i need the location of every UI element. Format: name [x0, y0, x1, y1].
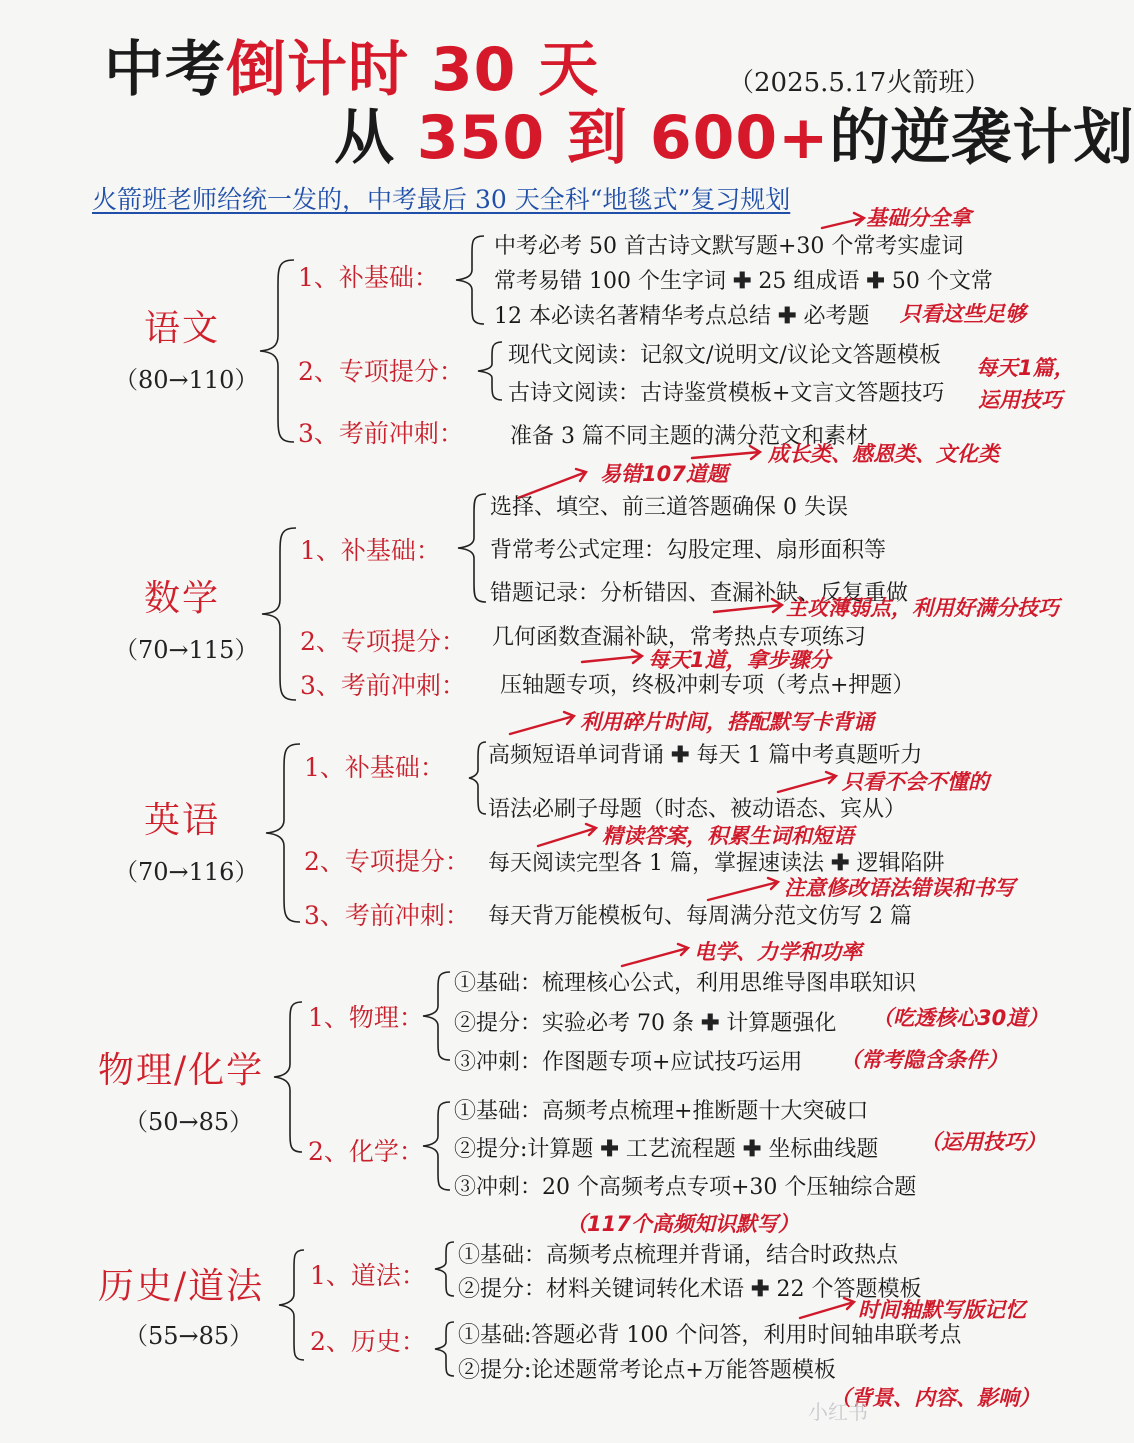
note-math-mistakes: 易错107道题: [600, 462, 728, 486]
item-text: 22 个答题模板: [776, 1277, 922, 1302]
note-hist-background: （背景、内容、影响）: [830, 1386, 1040, 1410]
arrow-math-weak: [712, 596, 788, 618]
english-section-3: 3、考前冲刺：: [304, 901, 470, 930]
item-text: 每天阅读完型各 1 篇，掌握速读法: [488, 851, 824, 876]
item-text: 必考题: [803, 304, 870, 329]
brace-moral: [432, 1240, 456, 1298]
plus-icon: ✚: [742, 1136, 762, 1162]
english-s1-item-2: 语法必刷子母题（时态、被动语态、宾从）: [488, 797, 907, 822]
math-s3-item: 压轴题专项，终极冲刺专项（考点+押题）: [500, 673, 915, 698]
item-text: 高频短语单词背诵: [488, 743, 665, 768]
title2-part: 从: [334, 103, 417, 173]
math-section-3: 3、考前冲刺：: [300, 671, 466, 700]
arrow-chinese-basic: [820, 208, 870, 232]
chem-item-3: ③冲刺：20 个高频考点专项+30 个压轴综合题: [454, 1175, 917, 1200]
subject-histmoral: 历史/道法: [98, 1266, 265, 1307]
subject-math: 数学: [144, 578, 221, 619]
math-s2-item: 几何函数查漏补缺，常考热点专项练习: [492, 625, 867, 650]
arrow-english-fragment: [508, 710, 580, 738]
brace-physchem: [270, 1000, 304, 1156]
note-english-fragment: 利用碎片时间，搭配默写卡背诵: [580, 710, 874, 734]
hist-item-2: ②提分:论述题常考论点+万能答题模板: [458, 1358, 836, 1383]
chinese-section-2: 2、专项提分：: [298, 357, 464, 386]
math-s1-item-1: 选择、填空、前三道答题确保 0 失误: [490, 495, 848, 520]
score-physchem: （50→85）: [124, 1108, 254, 1136]
chinese-s2-item-1: 现代文阅读：记叙文/说明文/议论文答题模板: [508, 343, 941, 368]
chem-section: 2、化学：: [308, 1137, 424, 1166]
subject-english: 英语: [144, 800, 221, 841]
note-english-unknown: 只看不会不懂的: [842, 770, 989, 794]
chem-item-1: ①基础：高频考点梳理+推断题十大突破口: [454, 1099, 869, 1124]
brace-math-s1: [454, 492, 488, 604]
plus-icon: ✚: [778, 303, 797, 329]
item-text: 坐标曲线题: [768, 1137, 879, 1162]
note-math-weak: 主攻薄弱点，利用好满分技巧: [786, 596, 1059, 620]
phys-section: 1、物理：: [308, 1003, 424, 1032]
plus-icon: ✚: [671, 742, 690, 768]
brace-chem: [420, 1100, 452, 1192]
chinese-s1-item-3: [494, 299, 869, 330]
item-text: 逻辑陷阱: [856, 851, 945, 876]
note-hist-timeline: 时间轴默写版记忆: [858, 1298, 1026, 1322]
english-section-1: 1、补基础：: [304, 753, 445, 782]
chinese-s1-item-2: [494, 264, 993, 295]
hist-item-1: ①基础:答题必背 100 个问答，利用时间轴串联考点: [458, 1323, 962, 1348]
score-english: （70→116）: [114, 858, 259, 886]
note-chem-skills: （运用技巧）: [920, 1130, 1046, 1154]
watermark: 小红书: [808, 1400, 868, 1424]
brace-hist: [432, 1320, 456, 1378]
plus-icon: ✚: [866, 268, 885, 294]
note-math-daily: 每天1道，拿步骤分: [648, 648, 831, 672]
brace-math: [258, 526, 298, 702]
plus-icon: ✚: [732, 268, 752, 294]
moral-section: 1、道法：: [310, 1261, 426, 1290]
brace-histmoral: [276, 1248, 306, 1364]
title2-end: 的逆袭计划: [829, 103, 1134, 173]
chinese-section-1: 1、补基础：: [298, 263, 439, 292]
hist-section: 2、历史：: [310, 1327, 426, 1356]
brace-english-s1: [466, 740, 488, 816]
math-s1-item-3: 错题记录：分析错因、查漏补缺、反复重做: [490, 581, 909, 606]
score-chinese: （80→110）: [114, 366, 259, 394]
note-chinese-enough: 只看这些足够: [900, 302, 1026, 326]
item-text: 常考易错 100 个生字词: [494, 269, 726, 294]
english-section-2: 2、专项提分：: [304, 847, 470, 876]
chinese-s2-item-2: 古诗文阅读：古诗鉴赏模板+文言文答题技巧: [508, 381, 945, 406]
item-text: ②提分：实验必考 70 条: [454, 1011, 694, 1036]
brace-chinese-s2: [474, 340, 504, 402]
note-moral-knowledge: （117个高频知识默写）: [566, 1212, 799, 1236]
phys-item-2: [454, 1006, 836, 1037]
item-text: 计算题强化: [726, 1011, 837, 1036]
note-chinese-essay: 成长类、感恩类、文化类: [768, 442, 999, 466]
note-chinese-skills: 运用技巧: [978, 388, 1062, 412]
main-title-line2: [334, 103, 1134, 173]
score-math: （70→115）: [114, 636, 259, 664]
item-text: ②提分:计算题: [454, 1137, 594, 1162]
score-histmoral: （55→85）: [124, 1322, 254, 1350]
math-section-1: 1、补基础：: [300, 536, 441, 565]
main-title-line1: [104, 35, 600, 105]
item-text: 12 本必读名著精华考点总结: [494, 304, 771, 329]
math-section-2: 2、专项提分：: [300, 627, 466, 656]
phys-item-3: ③冲刺：作图题专项+应试技巧运用: [454, 1050, 803, 1075]
note-phys-hidden: （常考隐含条件）: [840, 1048, 1008, 1072]
title-days: 30 天: [409, 35, 600, 105]
math-s1-item-2: 背常考公式定理：勾股定理、扇形面积等: [490, 538, 887, 563]
chinese-s1-item-1: 中考必考 50 首古诗文默写题+30 个常考实虚词: [494, 234, 964, 259]
item-text: 25 组成语: [758, 269, 860, 294]
note-chinese-basic: 基础分全拿: [866, 206, 971, 230]
subtitle: 火箭班老师给统一发的，中考最后 30 天全科“地毯式”复习规划: [92, 185, 791, 214]
title-highlight: 倒计时: [226, 35, 409, 105]
note-english-answers: 精读答案，积累生词和短语: [602, 824, 854, 848]
english-s3-item: 每天背万能模板句、每周满分范文仿写 2 篇: [488, 904, 912, 929]
title-part: 中考: [104, 35, 226, 105]
phys-item-1: ①基础：梳理核心公式，利用思维导图串联知识: [454, 971, 917, 996]
plus-icon: ✚: [751, 1276, 770, 1302]
plus-icon: ✚: [831, 850, 850, 876]
note-phys-core: （吃透核心30道）: [872, 1006, 1049, 1030]
brace-chinese: [256, 258, 296, 444]
chinese-s3-item: 准备 3 篇不同主题的满分范文和素材: [510, 424, 868, 449]
plus-icon: ✚: [600, 1136, 619, 1162]
item-text: 每天 1 篇中考真题听力: [696, 743, 923, 768]
item-text: ②提分：材料关键词转化术语: [458, 1277, 745, 1302]
chem-item-2: [454, 1132, 878, 1163]
note-english-writing: 注意修改语法错误和书写: [784, 876, 1015, 900]
brace-phys: [420, 970, 452, 1062]
title2-highlight: 350 到 600+: [416, 103, 830, 173]
brace-chinese-s1: [452, 234, 486, 326]
moral-item-1: ①基础：高频考点梳理并背诵，结合时政热点: [458, 1243, 899, 1268]
item-text: 50 个文常: [891, 269, 993, 294]
arrow-math-daily: [580, 648, 648, 668]
plus-icon: ✚: [700, 1010, 720, 1036]
english-s1-item-1: [488, 738, 922, 769]
brace-english: [262, 742, 302, 924]
note-chinese-daily: 每天1篇，: [976, 356, 1075, 380]
subject-physchem: 物理/化学: [98, 1050, 265, 1091]
date-label: （2025.5.17火箭班）: [728, 68, 991, 98]
subject-chinese: 语文: [144, 308, 221, 349]
chinese-section-3: 3、考前冲刺：: [298, 419, 464, 448]
item-text: 工艺流程题: [625, 1137, 736, 1162]
note-phys-electric: 电学、力学和功率: [694, 940, 862, 964]
